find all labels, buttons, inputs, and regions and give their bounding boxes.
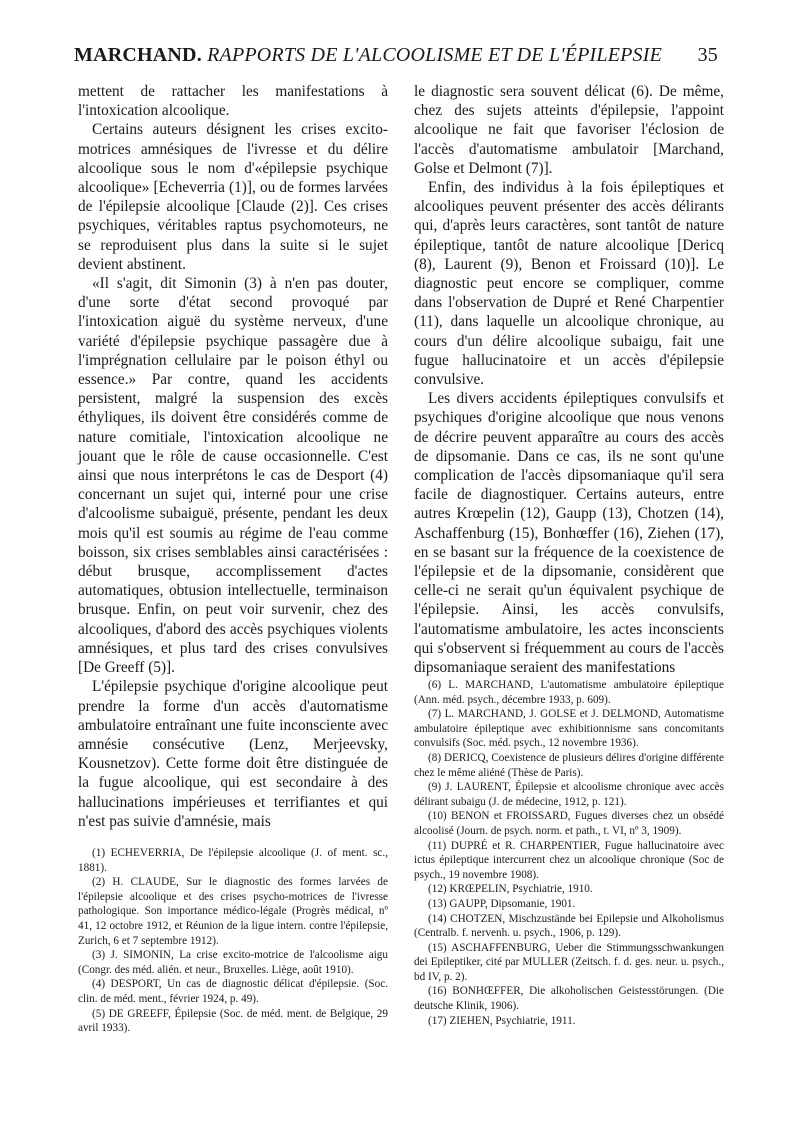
paragraph: Les divers accidents épileptiques convulsifs et psychiques d'origine alcoolique que nous venons de décrire peuvent apparaître au cours des accès de dipsomanie. Dans ce cas, ils ne sont qu'une complication de l'accès dipsomaniaque qu'il sera facile de diagnostiquer. Certains auteurs, entre autres Krœpelin (12), Gaupp (13), Chotzen (14), Aschaffenburg (15), Bonhœffer (16), Ziehen (17), en se basant sur la fréquence de la coexistence de l'épilepsie et de la dipsomanie, considèrent que celle-ci ne serait qu'un équivalent psychique de l'épilepsie. Ainsi, les accès convulsifs, l'automatisme ambulatoire, les actes inconscients qui s'observent si fréquemment au cours de l'accès dipsomaniaque seraient des manifestations [414,390,724,677]
footnote: (16) BONHŒFFER, Die alkoholischen Geistesstörungen. (Die deutsche Klinik, 1906). [414,985,724,1013]
footnote: (17) ZIEHEN, Psychiatrie, 1911. [428,1014,576,1027]
footnote: (12) KRŒPELIN, Psychiatrie, 1910. [428,883,593,896]
paragraph: Enfin, des individus à la fois épileptiques et alcooliques peuvent présenter des accès délirants qui, d'après leurs caractères, sont tantôt de nature épileptique, tantôt de nature alcoolique [Dericq (8), Laurent (9), Benon et Froissard (10)]. Le diagnostic peut encore se compliquer, comme dans l'observation de Dupré et René Charpentier (11), dans laquelle un alcoolique chronique, au cours d'un délire alcoolique subaigu, fait une fugue hallucinatoire et un accès d'épilepsie convulsive. [414,179,724,389]
paragraph: le diagnostic sera souvent délicat (6). De même, chez des sujets atteints d'épilepsie, l'appoint alcoolique ne fait que favoriser l'éclosion de l'accès d'automatisme ambulatoir [Marchand, Golse et Delmont (7)]. [414,83,724,177]
footnote: (4) DESPORT, Un cas de diagnostic délicat d'épilepsie. (Soc. clin. de méd. ment., février 1924, p. 49). [78,978,388,1005]
footnotes-left [78,846,388,1036]
header-author: MARCHAND. [74,44,202,66]
footnote: (3) J. SIMONIN, La crise excito-motrice de l'alcoolisme aigu (Congr. des méd. alién. et neur., Bruxelles. Liège, août 1910). [78,949,388,976]
right-column [414,82,724,677]
footnote: (15) ASCHAFFENBURG, Ueber die Stimmungsschwankungen dei Epileptiker, cité par MULLER (Zeitsch. f. d. ges. neur. u. psych., bd IV, p. 2). [414,941,724,983]
footnote: (6) L. MARCHAND, L'automatisme ambulatoire épileptique (Ann. méd. psych., décembre 1933, p. 609). [414,679,724,706]
paragraph: «Il s'agit, dit Simonin (3) à n'en pas douter, d'une sorte d'état second provoqué par l'intoxication aiguë du système nerveux, d'une variété d'épilepsie psychique passagère due à l'imprégnation cellulaire par le poison éthyl ou essence.» Par contre, quand les accidents persistent, malgré la suspension des excès éthyliques, ils doivent être considérés comme de nature comitiale, l'intoxication alcoolique ne jouant que le rôle de cause occasionnelle. C'est ainsi que nous interprétons le cas de Desport (4) concernant un sujet qui, interné pour une crise d'alcoolisme subaiguë, présente, pendant les deux mois qu'il est soumis au régime de l'eau comme boisson, six crises semblables ainsi caractérisées : début brusque, accomplissement d'actes automatiques, obtusion intellectuelle, terminaison brusque. Enfin, on peut voir survenir, chez des alcooliques, d'abord des accès psychiques violents amnésiques, et plus tard des crises convulsives [De Greeff (5)]. [78,275,388,677]
footnote: (7) L. MARCHAND, J. GOLSE et J. DELMOND, Automatisme ambulatoire épileptique avec exhibitionnisme sans concomitants convulsifs (Soc. méd. psych., 12 novembre 1936). [414,708,724,750]
paragraph: L'épilepsie psychique d'origine alcoolique peut prendre la forme d'un accès d'automatisme ambulatoire entraînant une fuite inconsciente avec amnésie consécutive (Lenz, Merjeevsky, Kousnetzov). Cette forme doit être distinguée de la fugue alcoolique, qui est secondaire à des hallucinations impérieuses et terrifiantes et qui n'est pas suivie d'amnésie, mais [78,678,388,830]
running-header [74,44,718,74]
page-number: 35 [697,44,718,66]
paragraph: mettent de rattacher les manifestations à l'intoxication alcoolique. [78,83,388,120]
footnote: (11) DUPRÉ et R. CHARPENTIER, Fugue hallucinatoire avec ictus épileptique intercurrent chez un alcoolique chronique (Soc de psych., 19 novembre 1908). [414,839,724,881]
left-column [78,82,388,831]
footnote: (2) H. CLAUDE, Sur le diagnostic des formes larvées de l'épilepsie alcoolique et des crises psycho-motrices de l'ivresse pathologique. Son importance médico-légale (Progrès médical, nº 41, 12 octobre 1912, et Réunion de la ligue intern. contre l'épilepsie, Zurich, 6 et 7 septembre 1912). [78,876,388,947]
footnotes-right [414,678,724,1028]
footnote: (5) DE GREEFF, Épilepsie (Soc. de méd. ment. de Belgique, 29 avril 1933). [78,1007,388,1035]
footnote: (1) ECHEVERRIA, De l'épilepsie alcoolique (J. of ment. sc., 1881). [78,847,388,874]
footnote: (10) BENON et FROISSARD, Fugues diverses chez un obsédé alcoolisé (Journ. de psych. norm. et path., t. VI, nº 3, 1909). [414,810,724,837]
footnote: (14) CHOTZEN, Mischzustände bei Epilepsie und Alkoholismus (Centralb. f. nervenh. u. psych., 1906, p. 129). [414,912,724,940]
paragraph: Certains auteurs désignent les crises excito-motrices amnésiques de l'ivresse et du délire alcoolique sous le nom d'«épilepsie psychique alcoolique» [Echeverria (1)], ou de formes larvées de l'épilepsie alcoolique [Claude (2)]. Ces crises psychiques, véritables raptus psychomoteurs, ne se reproduisent plus dans la suite si le sujet devient abstinent. [78,121,388,273]
footnote: (13) GAUPP, Dipsomanie, 1901. [428,897,576,910]
footnote: (9) J. LAURENT, Épilepsie et alcoolisme chronique avec accès délirant subaigu (J. de médecine, 1912, p. 121). [414,781,724,808]
footnote: (8) DERICQ, Coexistence de plusieurs délires d'origine différente chez le même aliéné (Thèse de Paris). [414,751,724,779]
header-title: RAPPORTS DE L'ALCOOLISME ET DE L'ÉPILEPSIE [207,44,663,66]
